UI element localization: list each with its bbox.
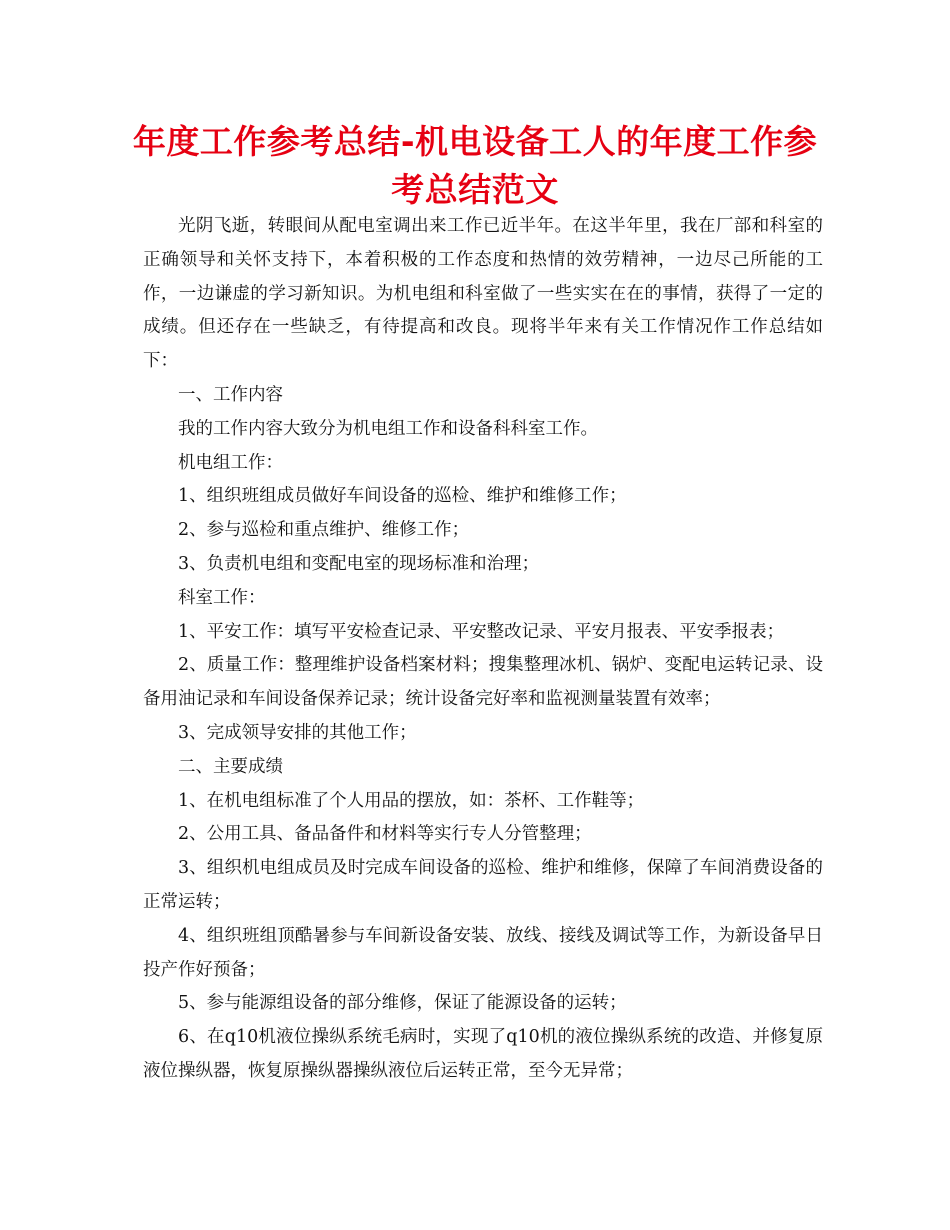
list-item: 4、组织班组顶酷暑参与车间新设备安装、放线、接线及调试等工作，为新设备早日投产作好预备； — [143, 925, 823, 980]
list-item: 1、平安工作：填写平安检查记录、平安整改记录、平安月报表、平安季报表； — [178, 621, 785, 642]
list-item: 2、公用工具、备品备件和材料等实行专人分管整理； — [178, 824, 592, 845]
list-item: 2、参与巡检和重点维护、维修工作； — [178, 520, 470, 541]
section-heading-main-achievements: 二、主要成绩 — [178, 756, 283, 777]
list-item: 3、组织机电组成员及时完成车间设备的巡检、维护和维修，保障了车间消费设备的正常运转； — [143, 858, 823, 912]
section-heading-work-content: 一、工作内容 — [178, 384, 283, 405]
subheading-mechanical-group: 机电组工作： — [178, 452, 283, 473]
list-item: 1、在机电组标准了个人用品的摆放，如：茶杯、工作鞋等； — [178, 790, 645, 811]
list-item: 2、质量工作：整理维护设备档案材料；搜集整理冰机、锅炉、变配电运转记录、设备用油记录和车间设备保养记录；统计设备完好率和监视测量装置有效率； — [143, 655, 823, 710]
list-item: 1、组织班组成员做好车间设备的巡检、维护和维修工作； — [178, 486, 627, 507]
document-body — [143, 210, 823, 1089]
list-item: 3、完成领导安排的其他工作； — [178, 722, 417, 743]
list-item: 3、负责机电组和变配电室的现场标准和治理； — [178, 553, 540, 574]
paragraph: 我的工作内容大致分为机电组工作和设备科科室工作。 — [178, 418, 598, 439]
subheading-office-work: 科室工作： — [178, 587, 266, 608]
list-item: 6、在q10机液位操纵系统毛病时，实现了q10机的液位操纵系统的改造、并修复原液位操纵器，恢复原操纵器操纵液位后运转正常，至今无异常； — [143, 1027, 823, 1081]
document-title: 年度工作参考总结-机电设备工人的年度工作参考总结范文 — [132, 122, 818, 209]
list-item: 5、参与能源组设备的部分维修，保证了能源设备的运转； — [178, 993, 627, 1014]
paragraph-intro: 光阴飞逝，转眼间从配电室调出来工作已近半年。在这半年里，我在厂部和科室的正确领导和关怀支持下，本着积极的工作态度和热情的效劳精神，一边尽己所能的工作，一边谦虚的学习新知识。为机电组和科室做了一些实实在在的事情，获得了一定的成绩。但还存在一些缺乏，有待提高和改良。现将半年来有关工作情况作工作总结如下： — [143, 216, 823, 372]
